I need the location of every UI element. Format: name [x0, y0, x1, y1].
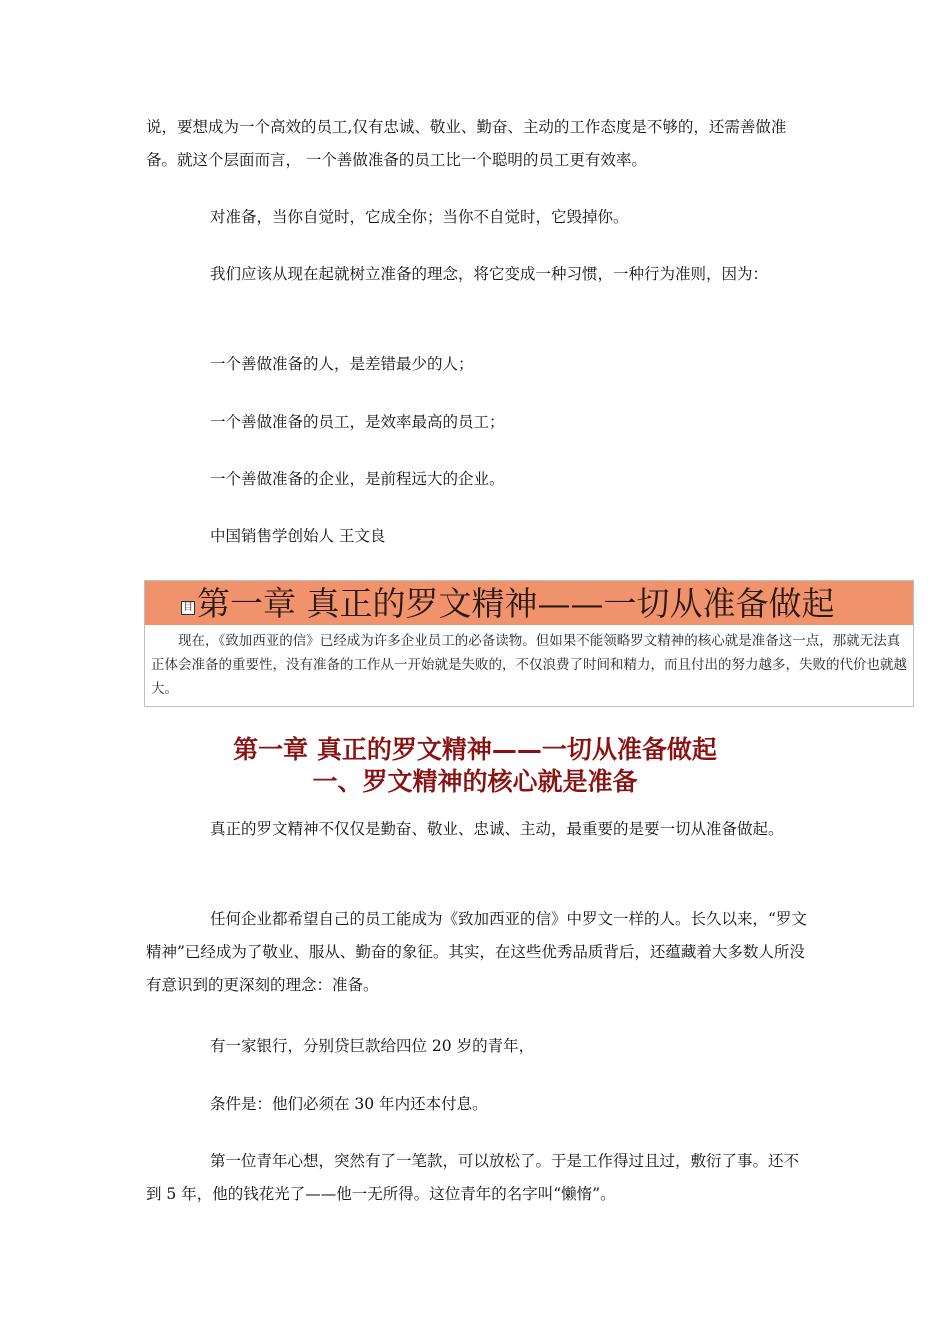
author-line: 中国销售学创始人 王文良 — [210, 527, 386, 545]
body-paragraph-5: 第一位青年心想，突然有了一笔款，可以放松了。于是工作得过且过，敷衍了事。还不到 5 年，他的钱花光了——他一无所得。这位青年的名字叫“懒惰”。 — [146, 1152, 800, 1203]
section-title: 一、罗文精神的核心就是准备 — [312, 767, 638, 796]
chapter-summary-box — [144, 580, 914, 707]
chapter-title: 第一章 真正的罗文精神——一切从准备做起 — [233, 735, 717, 764]
body-paragraph-1: 真正的罗文精神不仅仅是勤奋、敬业、忠诚、主动，最重要的是要一切从准备做起。 — [210, 820, 784, 838]
intro-paragraph-continued: 说，要想成为一个高效的员工,仅有忠诚、敬业、勤奋、主动的工作态度是不够的，还需善做准备。就这个层面而言， 一个善做准备的员工比一个聪明的员工更有效率。 — [146, 118, 787, 169]
body-paragraph-2: 任何企业都希望自己的员工能成为《致加西亚的信》中罗文一样的人。长久以来，“罗文精神”已经成为了敬业、服从、勤奋的象征。其实，在这些优秀品质背后，还蕴藏着大多数人所没有意识到的更深刻的理念：准备。 — [146, 910, 807, 994]
summary-box-header — [145, 581, 913, 625]
book-icon: 目 — [183, 602, 193, 613]
body-paragraph-3: 有一家银行，分别贷巨款给四位 20 岁的青年， — [210, 1037, 535, 1055]
list-item-employee: 一个善做准备的员工，是效率最高的员工； — [210, 413, 505, 431]
body-paragraph-4: 条件是：他们必须在 30 年内还本付息。 — [210, 1095, 488, 1113]
list-item-person: 一个善做准备的人，是差错最少的人； — [210, 355, 474, 373]
intro-paragraph-2: 对准备，当你自觉时，它成全你；当你不自觉时，它毁掉你。 — [210, 208, 629, 226]
summary-box-title: 第一章 真正的罗文精神——一切从准备做起 — [197, 584, 835, 623]
summary-box-body: 现在，《致加西亚的信》已经成为许多企业员工的必备读物。但如果不能领略罗文精神的核心就是准备这一点，那就无法真正体会准备的重要性，没有准备的工作从一开始就是失败的，不仅浪费了时间和精力，而且付出的努力越多，失败的代价也就越大。 — [151, 633, 907, 697]
list-item-enterprise: 一个善做准备的企业，是前程远大的企业。 — [210, 470, 505, 488]
intro-paragraph-3: 我们应该从现在起就树立准备的理念，将它变成一种习惯，一种行为准则，因为： — [210, 265, 769, 283]
